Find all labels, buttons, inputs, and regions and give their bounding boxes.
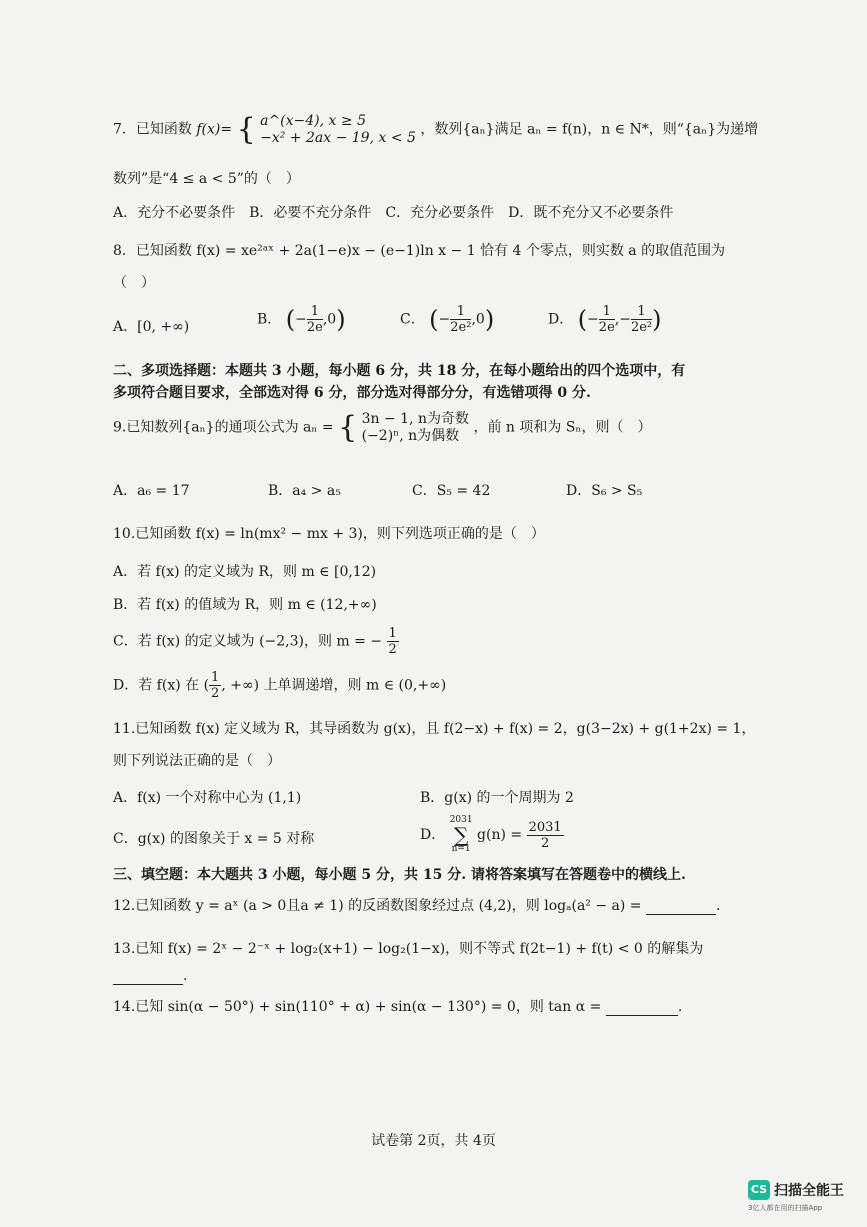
q9-lead: 9.已知数列{aₙ}的通项公式为 aₙ = [113, 419, 334, 436]
q9-case1: 3n − 1, n为奇数 [361, 411, 469, 428]
q12-line [113, 895, 720, 915]
camscanner-name: 扫描全能王 [774, 1183, 844, 1199]
q7-brace: { [236, 112, 256, 147]
q10-d-num: 1 [211, 670, 220, 685]
camscanner-tagline: 3亿人都在用的扫描App [748, 1204, 823, 1212]
q7-options: A．充分不必要条件 B．必要不充分条件 C．充分必要条件 D．既不充分又不必要条件 [113, 205, 674, 221]
q11-option-b: B．g(x) 的一个周期为 2 [420, 790, 574, 806]
q13-line: 13.已知 f(x) = 2ˣ − 2⁻ˣ + log₂(x+1) − log₂(1−x)，则不等式 f(2t−1) + f(t) < 0 的解集为 [113, 941, 704, 957]
page-footer: 试卷第 2页，共 4页 [371, 1133, 496, 1149]
q10-d-pre: D．若 f(x) 在 ( [113, 677, 210, 694]
q8-d-den1: 2e [598, 320, 615, 335]
q11-d-den: 2 [541, 835, 550, 851]
q14-text: 14.已知 sin(α − 50°) + sin(110° + α) + sin(α − 130°) = 0，则 tan α = [113, 999, 602, 1015]
q13-answer-blank[interactable] [113, 968, 183, 985]
q8-option-b: B． (− $\frac{1}{2e}$ ,0) [257, 304, 346, 335]
q11-d-num: 2031 [528, 819, 562, 835]
q10-option-c [113, 626, 399, 657]
q7-line1 [113, 112, 758, 147]
section2-line1: 二、多项选择题：本题共 3 小题，每小题 6 分，共 18 分，在每小题给出的四个选项中，有 [113, 363, 686, 379]
q8-c-num: 1 [450, 304, 471, 320]
q10-option-a: A．若 f(x) 的定义域为 R，则 m ∈ [0,12) [113, 564, 377, 580]
q8-paren: （ ） [113, 275, 155, 291]
q8-d-num2: 1 [631, 304, 652, 320]
q14-answer-blank[interactable] [606, 999, 678, 1016]
q7-line2: 数列”是“4 ≤ a < 5”的（ ） [113, 171, 300, 187]
q8-c-frac [450, 304, 471, 335]
q12-text: 12.已知函数 y = aˣ (a > 0且a ≠ 1) 的反函数图象经过点 (4,2)，则 logₐ(a² − a) = [113, 898, 642, 914]
q14-end: . [677, 999, 683, 1015]
camscanner-logo-icon: CS [748, 1180, 770, 1200]
q8-stem: 8．已知函数 f(x) = xe²ᵃˣ + 2a(1−e)x − (e−1)ln x − 1 恰有 4 个零点，则实数 a 的取值范围为 [113, 243, 726, 259]
q8-b-den: 2e [306, 320, 323, 335]
q13-line2 [113, 968, 187, 985]
q8-d-frac2 [631, 304, 652, 335]
q13-end: . [183, 968, 188, 984]
q9-brace: { [338, 410, 358, 445]
q12-end: . [715, 898, 721, 914]
q10-option-d [113, 670, 446, 701]
q9-tail: ，前 n 项和为 Sₙ，则（ ） [473, 419, 652, 436]
q10-option-b: B．若 f(x) 的值域为 R，则 m ∈ (12,+∞) [113, 597, 377, 613]
q7-mid: ，数列{aₙ}满足 aₙ = f(n)，n ∈ N*，则“{aₙ}为递增 [420, 121, 759, 138]
q11-d-label: D． [420, 827, 446, 843]
q8-d-num1: 1 [599, 304, 615, 320]
q7-case1: a^(x−4), x ≥ 5 [260, 113, 366, 130]
q7-fx: f(x)= [196, 121, 233, 138]
q8-d-frac1 [599, 304, 615, 335]
q8-option-a: A．[0, +∞) [113, 319, 190, 335]
q11-option-d [420, 816, 564, 854]
q11-line1: 11.已知函数 f(x) 定义域为 R，其导函数为 g(x)，且 f(2−x) + f(x) = 2，g(3−2x) + g(1+2x) = 1， [113, 721, 756, 737]
q11-d-sigma: 2031 ∑ n=1 [449, 815, 473, 854]
q9-option-c: C．S₅ = 42 [412, 483, 491, 499]
q10-d-den: 2 [211, 686, 220, 701]
q7-lead: 7．已知函数 [113, 121, 192, 138]
q11-d-sum-bottom: n=1 [451, 844, 471, 854]
q7-case2: −x² + 2ax − 19, x < 5 [260, 129, 416, 146]
q11-option-c: C．g(x) 的图象关于 x = 5 对称 [113, 831, 315, 847]
q10-d-post: , +∞) 上单调递增，则 m ∈ (0,+∞) [221, 677, 447, 694]
q10-c-text: C．若 f(x) 的定义域为 (−2,3)，则 m = − [113, 633, 383, 650]
q10-c-num: 1 [388, 626, 397, 641]
q10-d-frac [209, 670, 221, 701]
q10-stem: 10.已知函数 f(x) = ln(mx² − mx + 3)，则下列选项正确的是（ ） [113, 526, 545, 542]
q11-d-body: g(n) = [477, 827, 523, 843]
q8-d-label: D． [548, 311, 574, 328]
q10-c-frac [387, 626, 399, 657]
q9-case2: (−2)ⁿ, n为偶数 [361, 427, 460, 444]
section2-line2: 多项符合题目要求，全部选对得 6 分，部分选对得部分分，有选错项得 0 分. [113, 385, 591, 401]
q9-option-d: D．S₆ > S₅ [566, 483, 643, 499]
q9-option-a: A．a₆ = 17 [113, 483, 190, 499]
q10-c-den: 2 [388, 642, 397, 657]
q8-b-label: B． [257, 311, 282, 328]
q12-answer-blank[interactable] [646, 898, 716, 915]
q8-option-d: D． (− $\frac{1}{2e}$ ,− $\frac{1}{\text{2e²}}$ ) [548, 304, 662, 335]
q8-c-label: C． [400, 311, 425, 328]
q9-stem [113, 410, 651, 445]
q9-piecewise [362, 411, 469, 443]
q8-b-frac [307, 304, 323, 335]
q8-c-den: 2e² [450, 320, 472, 335]
q8-b-num: 1 [307, 304, 323, 320]
section3-heading: 三、填空题：本大题共 3 小题，每小题 5 分，共 15 分. 请将答案填写在答题卷中的横线上. [113, 867, 686, 883]
q8-option-c: C． (− $\frac{1}{\text{2e²}}$ ,0) [400, 304, 495, 335]
q11-d-sum-top: 2031 [449, 815, 473, 825]
q11-d-frac [527, 820, 564, 851]
q7-piecewise [260, 113, 416, 145]
q14-line [113, 996, 682, 1016]
q8-d-den2: 2e² [630, 320, 653, 335]
q9-option-b: B．a₄ > a₅ [268, 483, 341, 499]
q11-line2: 则下列说法正确的是（ ） [113, 753, 281, 769]
q11-option-a: A．f(x) 一个对称中心为 (1,1) [113, 790, 302, 806]
